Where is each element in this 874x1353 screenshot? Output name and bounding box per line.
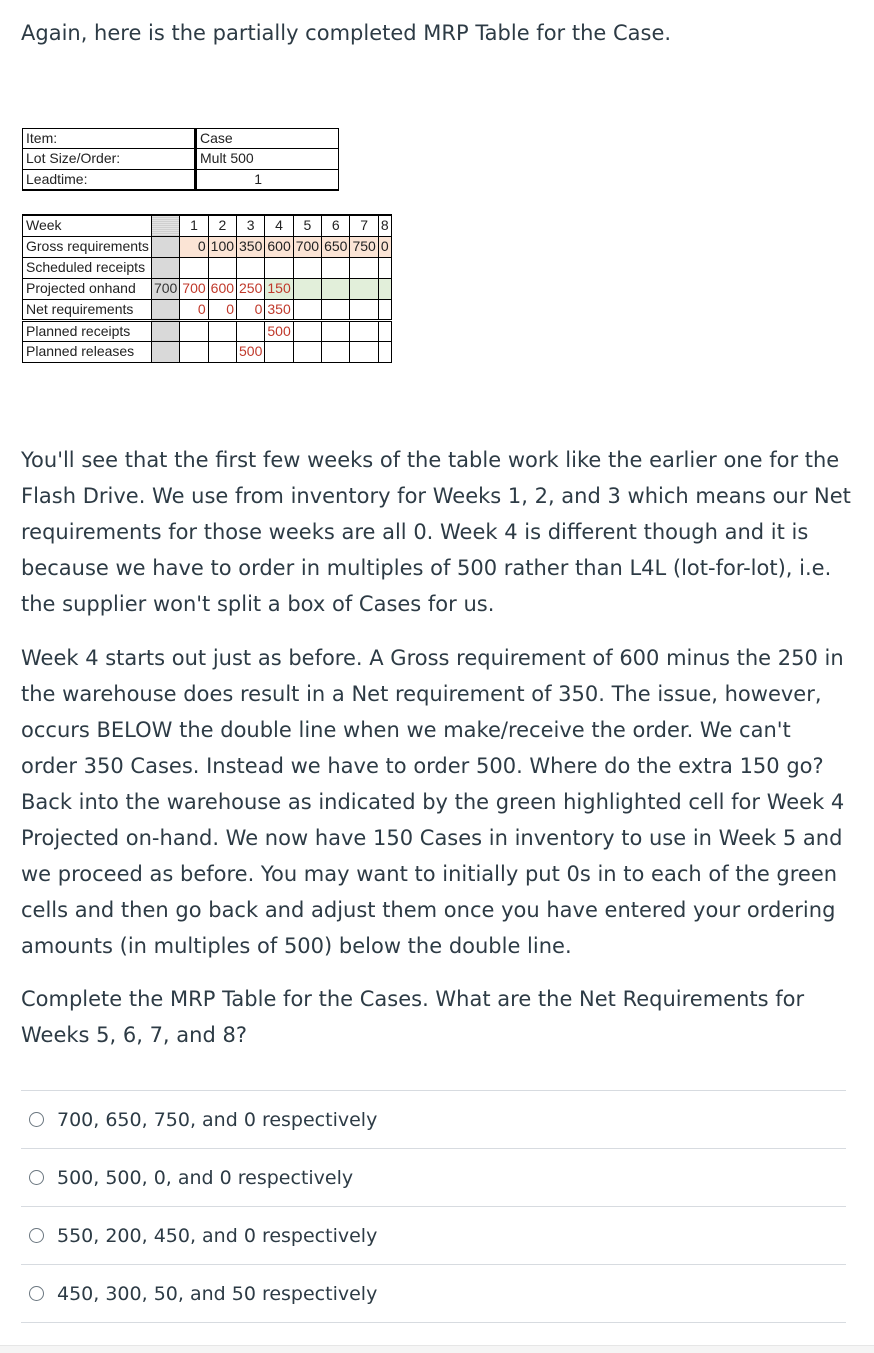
scheduled-cell xyxy=(322,257,350,278)
net-cell: 0 xyxy=(208,299,236,320)
planned-receipts-label: Planned receipts xyxy=(23,320,152,341)
answer-option[interactable] xyxy=(21,1264,846,1323)
gross-cell: 0 xyxy=(180,236,208,257)
net-cell: 0 xyxy=(237,299,265,320)
week-label: Week xyxy=(23,215,152,236)
gross-cell: 700 xyxy=(293,236,321,257)
net-cell: 0 xyxy=(180,299,208,320)
scheduled-cell xyxy=(378,257,391,278)
onhand-cell xyxy=(322,278,350,299)
answer-option-label[interactable]: 550, 200, 450, and 0 respectively xyxy=(57,1224,378,1247)
planned-releases-initial-cell xyxy=(151,341,179,362)
gross-requirements-row xyxy=(23,236,392,257)
explanation-paragraph-2: Week 4 starts out just as before. A Gross requirement of 600 minus the 250 in the warehouse does result in a Net requirement of 350. The issue, however, occurs BELOW the double line when we make/receive the order. We can't order 350 Cases. Instead we have to order 500. Where do the extra 150 go? Back into the warehouse as indicated by the green highlighted cell for Week 4 Projected on-hand. We now have 150 Cases in inventory to use in Week 5 and we proceed as before. You may want to initially put 0s in to each of the green cells and then go back and adjust them once you have entered your ordering amounts (in multiples of 500) below the double line. xyxy=(21,646,845,958)
planned-receipts-cell xyxy=(180,320,208,341)
gross-initial-cell xyxy=(151,236,179,257)
leadtime-label: Leadtime: xyxy=(22,170,195,191)
planned-releases-cell: 500 xyxy=(237,341,265,362)
planned-receipts-initial-cell xyxy=(151,320,179,341)
planned-releases-cell xyxy=(378,341,391,362)
planned-receipts-cell xyxy=(208,320,236,341)
answer-option[interactable] xyxy=(21,1148,846,1206)
scheduled-cell xyxy=(208,257,236,278)
week-number: 8 xyxy=(378,215,391,236)
onhand-initial-cell: 700 xyxy=(151,278,179,299)
scheduled-cell xyxy=(350,257,378,278)
answer-option-label[interactable]: 450, 300, 50, and 50 respectively xyxy=(57,1282,378,1305)
gross-requirements-label: Gross requirements xyxy=(23,236,152,257)
radio-button[interactable] xyxy=(29,1286,44,1301)
planned-releases-cell xyxy=(180,341,208,362)
answer-option[interactable] xyxy=(21,1206,846,1264)
leadtime-value: 1 xyxy=(195,170,339,191)
onhand-cell xyxy=(293,278,321,299)
onhand-cell xyxy=(350,278,378,299)
scheduled-cell xyxy=(293,257,321,278)
scheduled-cell xyxy=(237,257,265,278)
planned-receipts-cell xyxy=(378,320,391,341)
planned-releases-cell xyxy=(293,341,321,362)
answer-option-label[interactable]: 500, 500, 0, and 0 respectively xyxy=(57,1166,354,1189)
week-number: 4 xyxy=(265,215,293,236)
gross-cell: 100 xyxy=(208,236,236,257)
week-number: 5 xyxy=(293,215,321,236)
planned-releases-row xyxy=(23,341,392,362)
projected-onhand-label: Projected onhand xyxy=(23,278,152,299)
week-number: 2 xyxy=(208,215,236,236)
scheduled-cell xyxy=(265,257,293,278)
planned-receipts-cell xyxy=(350,320,378,341)
net-cell xyxy=(322,299,350,320)
answer-option-label[interactable]: 700, 650, 750, and 0 respectively xyxy=(57,1108,378,1131)
gross-cell: 750 xyxy=(350,236,378,257)
scheduled-initial-cell xyxy=(151,257,179,278)
radio-button[interactable] xyxy=(29,1112,44,1127)
lot-size-label: Lot Size/Order: xyxy=(22,149,195,170)
radio-button[interactable] xyxy=(29,1228,44,1243)
net-requirements-row xyxy=(23,299,392,320)
onhand-cell xyxy=(378,278,391,299)
week-number: 3 xyxy=(237,215,265,236)
planned-receipts-cell xyxy=(237,320,265,341)
answer-options xyxy=(21,1090,846,1323)
mrp-grid xyxy=(22,214,392,363)
onhand-cell: 700 xyxy=(180,278,208,299)
planned-releases-cell xyxy=(265,341,293,362)
scheduled-receipts-row xyxy=(23,257,392,278)
scheduled-cell xyxy=(180,257,208,278)
answer-option[interactable] xyxy=(21,1090,846,1148)
week-row xyxy=(23,215,392,236)
net-cell xyxy=(378,299,391,320)
onhand-cell: 150 xyxy=(265,278,293,299)
net-cell xyxy=(350,299,378,320)
net-requirements-label: Net requirements xyxy=(23,299,152,320)
radio-button[interactable] xyxy=(29,1170,44,1185)
lot-size-value: Mult 500 xyxy=(195,149,339,170)
gross-cell: 350 xyxy=(237,236,265,257)
gross-cell: 600 xyxy=(265,236,293,257)
net-cell xyxy=(293,299,321,320)
week-number: 6 xyxy=(322,215,350,236)
week-initial-cell xyxy=(151,215,179,236)
intro-text: Again, here is the partially completed MRP Table for the Case. xyxy=(21,21,672,45)
gross-cell: 0 xyxy=(378,236,391,257)
net-cell: 350 xyxy=(265,299,293,320)
planned-releases-cell xyxy=(208,341,236,362)
question-text: Complete the MRP Table for the Cases. What are the Net Requirements for Weeks 5, 6, 7, and 8? xyxy=(21,987,805,1047)
projected-onhand-row xyxy=(23,278,392,299)
planned-releases-cell xyxy=(322,341,350,362)
explanation-paragraph-1: You'll see that the first few weeks of the table work like the earlier one for the Flash Drive. We use from inventory for Weeks 1, 2, and 3 which means our Net requirements for those weeks are all 0. Week 4 is different though and it is because we have to order in multiples of 500 rather than L4L (lot-for-lot), i.e. the supplier won't split a box of Cases for us. xyxy=(21,448,851,616)
planned-receipts-cell: 500 xyxy=(265,320,293,341)
mrp-header-block xyxy=(22,128,339,191)
onhand-cell: 600 xyxy=(208,278,236,299)
net-initial-cell xyxy=(151,299,179,320)
planned-releases-label: Planned releases xyxy=(23,341,152,362)
planned-releases-cell xyxy=(350,341,378,362)
item-value: Case xyxy=(195,128,339,149)
item-label: Item: xyxy=(22,128,195,149)
week-number: 1 xyxy=(180,215,208,236)
scheduled-receipts-label: Scheduled receipts xyxy=(23,257,152,278)
gross-cell: 650 xyxy=(322,236,350,257)
week-number: 7 xyxy=(350,215,378,236)
planned-receipts-cell xyxy=(322,320,350,341)
planned-receipts-cell xyxy=(293,320,321,341)
onhand-cell: 250 xyxy=(237,278,265,299)
planned-receipts-row xyxy=(23,320,392,341)
